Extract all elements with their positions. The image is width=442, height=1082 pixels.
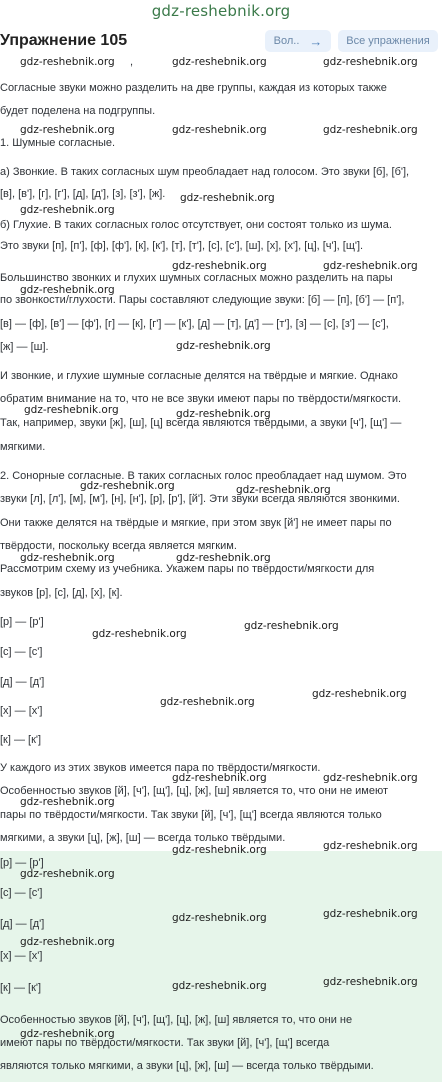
text-line: [х] — [х']	[0, 705, 43, 717]
text-line: [х] — [х']	[0, 950, 43, 962]
top-bar	[0, 0, 442, 26]
watermark: gdz-reshebnik.org	[172, 844, 267, 856]
watermark: gdz-reshebnik.org	[323, 772, 418, 784]
watermark: gdz-reshebnik.org	[312, 688, 407, 700]
watermark: gdz-reshebnik.org	[20, 868, 115, 880]
watermark: gdz-reshebnik.org	[176, 552, 271, 564]
watermark: gdz-reshebnik.org	[172, 980, 267, 992]
text-line: 2. Сонорные согласные. В таких согласных голос преобладает над шумом. Это	[0, 470, 407, 482]
watermark: gdz-reshebnik.org	[80, 480, 175, 492]
text-line: имеют пары по твёрдости/мягкости. Так звуки [й], [ч'], [щ'] всегда	[0, 1037, 330, 1049]
watermark: gdz-reshebnik.org	[20, 204, 115, 216]
site-title[interactable]: gdz-reshebnik.org	[151, 2, 291, 20]
watermark: gdz-reshebnik.org	[172, 56, 267, 68]
previous-exercise-button[interactable]	[265, 30, 331, 52]
watermark: gdz-reshebnik.org	[20, 56, 115, 68]
text-line: [д] — [д']	[0, 676, 45, 688]
arrow-right-icon: →	[309, 33, 323, 49]
watermark: gdz-reshebnik.org	[24, 404, 119, 416]
watermark: gdz-reshebnik.org	[160, 696, 255, 708]
watermark: gdz-reshebnik.org	[172, 772, 267, 784]
text-line: [в] — [ф], [в'] — [ф'], [г] — [к], [г'] — [к'], [д] — [т], [д'] — [т'], [з] — [с], [з'] — [с'],	[0, 318, 389, 330]
watermark: gdz-reshebnik.org	[20, 936, 115, 948]
text-line: твёрдости, поскольку всегда является мягким.	[0, 540, 237, 552]
watermark: gdz-reshebnik.org	[172, 124, 267, 136]
text-line: [ж] — [ш].	[0, 341, 49, 353]
text-line: являются только мягкими, а звуки [ц], [ж], [ш] — всегда только твёрдыми.	[0, 1060, 374, 1072]
all-exercises-label: Все упражнения	[346, 35, 430, 47]
exercise-title: Упражнение 105	[0, 32, 128, 49]
text-line: 1. Шумные согласные.	[0, 137, 116, 149]
text-line: [д] — [д']	[0, 918, 45, 930]
text-line: обратим внимание на то, что не все звуки имеют пары по твёрдости/мягкости.	[0, 393, 402, 405]
text-line: будет поделена на подгруппы.	[0, 105, 156, 117]
watermark: gdz-reshebnik.org	[244, 620, 339, 632]
watermark: gdz-reshebnik.org	[323, 124, 418, 136]
text-line: а) Звонкие. В таких согласных шум преобладает над голосом. Это звуки [б], [б'],	[0, 166, 410, 178]
text-line: Особенностью звуков [й], [ч'], [щ'], [ц], [ж], [ш] является то, что они не имеют	[0, 785, 389, 797]
text-line: пары по твёрдости/мягкости. Так звуки [й], [ч'], [щ'] всегда являются только	[0, 809, 382, 821]
watermark: gdz-reshebnik.org	[20, 1028, 115, 1040]
watermark: gdz-reshebnik.org	[20, 124, 115, 136]
text-line: [к] — [к']	[0, 982, 42, 994]
watermark: gdz-reshebnik.org	[323, 56, 418, 68]
previous-button-label: Вол..	[273, 35, 300, 47]
watermark: gdz-reshebnik.org	[92, 628, 187, 640]
text-line: Так, например, звуки [ж], [ш], [ц] всегда являются твёрдыми, а звуки [ч'], [щ'] —	[0, 417, 402, 429]
watermark: gdz-reshebnik.org	[180, 192, 275, 204]
watermark: gdz-reshebnik.org	[323, 976, 418, 988]
text-line: [с] — [с']	[0, 887, 43, 899]
text-line: Рассмотрим схему из учебника. Укажем пары по твёрдости/мягкости для	[0, 563, 375, 575]
text-line: И звонкие, и глухие шумные согласные делятся на твёрдые и мягкие. Однако	[0, 370, 398, 382]
watermark: gdz-reshebnik.org	[323, 840, 418, 852]
text-line: Они также делятся на твёрдые и мягкие, при этом звук [й'] не имеет пары по	[0, 517, 392, 529]
text-line: [к] — [к']	[0, 734, 42, 746]
text-line: по звонкости/глухости. Пары составляют следующие звуки: [б] — [п], [б'] — [п'],	[0, 294, 405, 306]
text-line: звуки [л], [л'], [м], [м'], [н], [н'], [р], [р'], [й']. Эти звуки всегда являются звонкими.	[0, 493, 400, 505]
stray-comma: ,	[130, 56, 134, 68]
text-line: Большинство звонких и глухих шумных согласных можно разделить на пары	[0, 272, 393, 284]
text-line: Это звуки [п], [п'], [ф], [ф'], [к], [к'], [т], [т'], [с], [с'], [ш], [х], [х'], [ц], [ч'], [щ'].	[0, 240, 364, 252]
text-line: Особенностью звуков [й], [ч'], [щ'], [ц], [ж], [ш] является то, что они не	[0, 1014, 353, 1026]
watermark: gdz-reshebnik.org	[176, 340, 271, 352]
watermark: gdz-reshebnik.org	[20, 796, 115, 808]
text-line: мягкими, а звуки [ц], [ж], [ш] — всегда только твёрдыми.	[0, 832, 286, 844]
text-line: [р] — [р']	[0, 857, 44, 869]
watermark: gdz-reshebnik.org	[20, 284, 115, 296]
watermark: gdz-reshebnik.org	[176, 408, 271, 420]
all-exercises-button[interactable]	[338, 30, 438, 52]
watermark: gdz-reshebnik.org	[323, 260, 418, 272]
text-line: У каждого из этих звуков имеется пара по твёрдости/мягкости.	[0, 762, 321, 774]
text-line: звуков [р], [с], [д], [х], [к].	[0, 587, 123, 599]
watermark: gdz-reshebnik.org	[172, 260, 267, 272]
text-line: б) Глухие. В таких согласных голос отсутствует, они состоят только из шума.	[0, 219, 392, 231]
text-line: мягкими.	[0, 441, 46, 453]
watermark: gdz-reshebnik.org	[236, 484, 331, 496]
watermark: gdz-reshebnik.org	[323, 908, 418, 920]
watermark: gdz-reshebnik.org	[172, 912, 267, 924]
watermark: gdz-reshebnik.org	[20, 552, 115, 564]
text-line: [в], [в'], [г], [г'], [д], [д'], [з], [з'], [ж].	[0, 188, 166, 200]
text-line: [с] — [с']	[0, 646, 43, 658]
text-line: [р] — [р']	[0, 616, 44, 628]
text-line: Согласные звуки можно разделить на две группы, каждая из которых также	[0, 82, 387, 94]
